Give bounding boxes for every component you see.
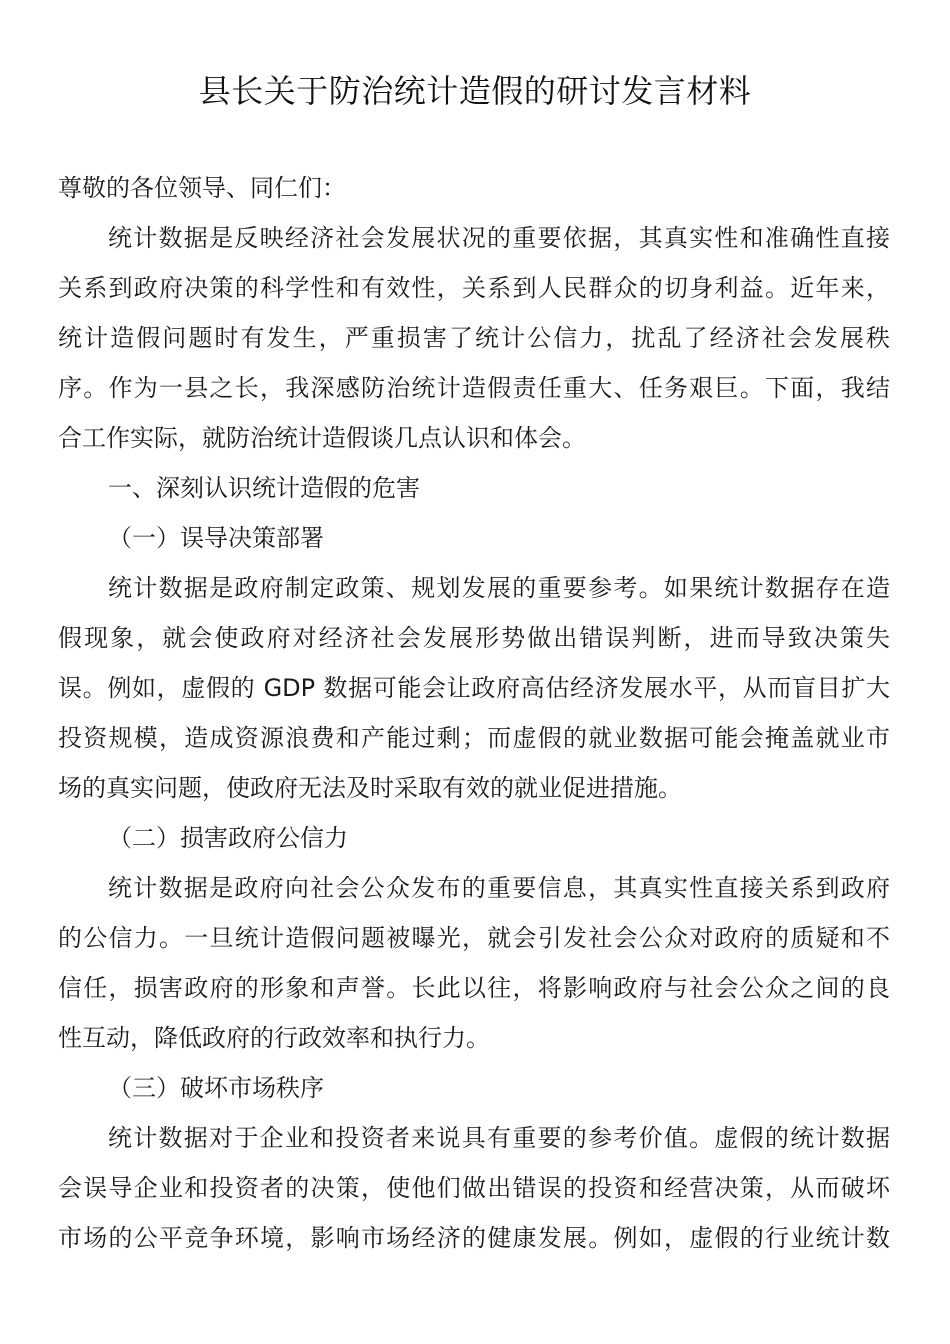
- paragraph-line: 会误导企业和投资者的决策，使他们做出错误的投资和经营决策，从而破坏: [58, 1174, 890, 1202]
- paragraph-line: 市场的公平竞争环境，影响市场经济的健康发展。例如，虚假的行业统计数: [58, 1224, 890, 1252]
- paragraph-line: 性互动，降低政府的行政效率和执行力。: [58, 1024, 490, 1052]
- paragraph-line: 统计数据是政府制定政策、规划发展的重要参考。如果统计数据存在造: [108, 574, 890, 602]
- subsection-heading: （一）误导决策部署: [108, 524, 324, 552]
- paragraph-line: 投资规模，造成资源浪费和产能过剩；而虚假的就业数据可能会掩盖就业市: [58, 724, 890, 752]
- paragraph-line: 序。作为一县之长，我深感防治统计造假责任重大、任务艰巨。下面，我结: [58, 374, 890, 402]
- document-title: 县长关于防治统计造假的研讨发言材料: [198, 72, 752, 110]
- paragraph-line: 统计数据是政府向社会公众发布的重要信息，其真实性直接关系到政府: [108, 874, 890, 902]
- paragraph-line: 统计造假问题时有发生，严重损害了统计公信力，扰乱了经济社会发展秩: [58, 324, 890, 352]
- subsection-heading: （三）破坏市场秩序: [108, 1074, 324, 1102]
- paragraph-line: 信任，损害政府的形象和声誉。长此以往，将影响政府与社会公众之间的良: [58, 974, 890, 1002]
- paragraph-line: 场的真实问题，使政府无法及时采取有效的就业促进措施。: [58, 774, 682, 802]
- paragraph-line: 误。例如，虚假的 GDP 数据可能会让政府高估经济发展水平，从而盲目扩大: [58, 674, 890, 702]
- section-heading: 一、深刻认识统计造假的危害: [108, 474, 420, 502]
- salutation: 尊敬的各位领导、同仁们：: [58, 174, 346, 202]
- paragraph-line: 统计数据对于企业和投资者来说具有重要的参考价值。虚假的统计数据: [108, 1124, 890, 1152]
- paragraph-line: 关系到政府决策的科学性和有效性，关系到人民群众的切身利益。近年来，: [58, 274, 890, 302]
- paragraph-line: 统计数据是反映经济社会发展状况的重要依据，其真实性和准确性直接: [108, 224, 890, 252]
- paragraph-line: 合工作实际，就防治统计造假谈几点认识和体会。: [58, 424, 586, 452]
- document-body: [58, 163, 890, 1263]
- paragraph-line: 假现象，就会使政府对经济社会发展形势做出错误判断，进而导致决策失: [58, 624, 890, 652]
- subsection-heading: （二）损害政府公信力: [108, 824, 348, 852]
- paragraph-line: 的公信力。一旦统计造假问题被曝光，就会引发社会公众对政府的质疑和不: [58, 924, 890, 952]
